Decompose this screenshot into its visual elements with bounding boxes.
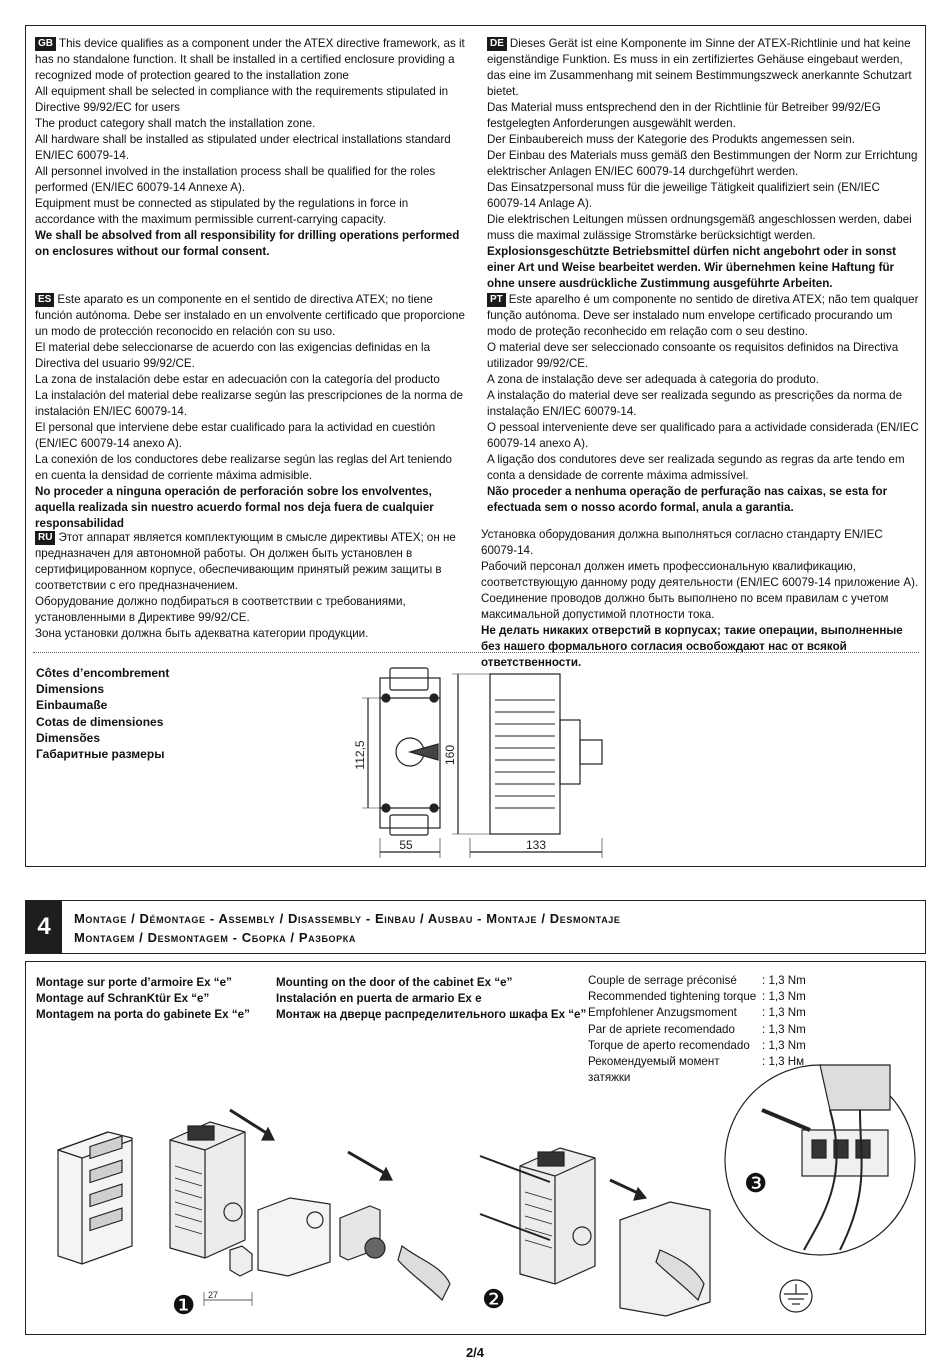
torque-value: : 1,3 Nm: [762, 1038, 806, 1052]
torque-row: [588, 1022, 806, 1038]
dim-depth-side: 133: [525, 838, 547, 852]
dimensions-label: Côtes d’encombrement: [36, 666, 170, 680]
dimension-drawing: [340, 660, 610, 860]
front-view-top-cap: [390, 668, 428, 690]
mounting-line: Mounting on the door of the cabinet Ex “e”: [276, 976, 513, 989]
torque-label: Recommended tightening torque: [588, 990, 757, 1004]
section-header: [25, 900, 926, 954]
torque-value: : 1,3 Nm: [762, 990, 806, 1004]
gb-block: [35, 36, 467, 260]
ru-cont-block: [481, 527, 921, 671]
es-line: La instalación del material debe realizarse según las prescripciones de la norma de instalación EN/IEC 60079-14.: [35, 388, 463, 418]
switch-device-icon: [520, 1148, 595, 1284]
side-view-body: [490, 674, 560, 834]
es-line: El material debe seleccionarse de acuerdo con las exigencias definidas en la Directiva del usuario 99/92/CE.: [35, 340, 431, 370]
nut-icon: [365, 1238, 385, 1258]
dimensions-labels: [36, 665, 169, 762]
es-warning: No proceder a ninguna operación de perforación sobre los envolventes, aquella realizada sin nuestro acuerdo formal nos deja fuera de cualquier responsabilidad: [35, 484, 434, 530]
torque-row: [588, 1005, 806, 1021]
ru-line: Соединение проводов должно быть выполнено по всем правилам с учетом максимальной допустимой плотности тока.: [481, 591, 889, 621]
de-line: Die elektrischen Leitungen müssen ordnungsgemäß angeschlossen werden, dabei muss die maximal zulässige Stromstärke berücksichtigt werden.: [487, 212, 912, 242]
ru-block: [35, 530, 467, 642]
ru-line: Установка оборудования должна выполняться согласно стандарту EN/IEC 60079-14.: [481, 528, 883, 557]
gb-line: All equipment shall be selected in compliance with the requirements stipulated in Directive 99/92/EC for users: [35, 84, 449, 114]
lang-badge-gb: GB: [35, 37, 56, 51]
ru-line: Оборудование должно подбираться в соответствии с требованиями, установленными в Директиве 99/92/CE.: [35, 594, 406, 624]
torque-value: : 1,3 Nm: [762, 1006, 806, 1020]
lang-badge-de: DE: [487, 37, 507, 51]
handle-icon: [398, 1246, 450, 1300]
ground-icon: [780, 1280, 812, 1312]
mounting-line: Instalación en puerta de armario Ex e: [276, 991, 482, 1005]
torque-label: Torque de aperto recomendado: [588, 1038, 750, 1052]
pt-block: [487, 292, 919, 516]
es-line: La zona de instalación debe estar en adecuación con la categoría del producto: [35, 372, 440, 386]
mounting-line: Монтаж на дверце распределительного шкафа Ex “e”: [276, 1007, 587, 1021]
dimensions-label: Габаритные размеры: [36, 747, 165, 762]
es-line: La conexión de los conductores debe realizarse según las reglas del Art teniendo en cuenta la densidad de corriente máxima admisible.: [35, 452, 453, 482]
de-block: [487, 36, 919, 292]
pt-line: Este aparelho é um componente no sentido de diretiva ATEX; não tem qualquer função autónoma. Deve ser instalado num envelope certificado procurando um modo de proteção reconhecido em relação com o seu destino.: [487, 293, 919, 338]
switch-device-icon: [170, 1122, 245, 1258]
torque-label: Couple de serrage préconisé: [588, 974, 737, 987]
torque-row: [588, 989, 806, 1005]
front-view-bottom-cap: [390, 815, 428, 835]
lang-badge-pt: PT: [487, 293, 506, 307]
step-marker-2: ❷: [482, 1285, 506, 1315]
mounting-line: Montage auf SchranKtür Ex “e”: [36, 991, 210, 1005]
gb-warning: We shall be absolved from all responsibility for drilling operations performed on enclosures without our formal consent.: [35, 228, 460, 258]
ru-warning: Не делать никаких отверстий в корпусах; такие операции, выполненные без нашего формального согласия освобождают нас от всякой ответственности.: [481, 623, 903, 669]
torque-value: : 1,3 Nm: [762, 1022, 806, 1036]
de-line: Das Material muss entsprechend den in der Richtlinie für Betreiber 99/92/EG festgelegten Anforderungen ausgewählt werden.: [487, 100, 881, 130]
de-warning: Explosionsgeschützte Betriebsmittel dürfen nicht angebohrt oder in sonst einer Art und Weise bearbeitet werden. Wir übernehmen keine Haftung für ohne unsere ausdrückliche Zustimmung ausgeführte Arbeiten.: [487, 244, 897, 290]
page-number: 2/4: [465, 1345, 485, 1360]
pt-line: A ligação dos condutores deve ser realizada segundo as regras da arte tendo em conta a densidade de corrente máxima admissível.: [487, 452, 905, 482]
mounting-bracket-icon: [258, 1198, 330, 1276]
dim-height-total: 160: [443, 744, 457, 766]
gb-line: All personnel involved in the installation process shall be qualified for the roles performed (EN/IEC 60079-14 Annexe A).: [35, 164, 436, 194]
dim-width-front: 55: [399, 838, 413, 852]
es-line: Este aparato es un componente en el sentido de directiva ATEX; no tiene función autónoma. Debe ser instalado en un envolvente certificado que proporcione un modo de protección reconocido en relación con su uso.: [35, 293, 465, 338]
screwdriver-icon: [762, 1110, 810, 1130]
mounting-col-1: [36, 975, 250, 1022]
dimensions-label: Einbaumaße: [36, 698, 108, 713]
pt-line: O material deve ser seleccionado consoante os requisitos definidos na Directiva utilizador 99/92/CE.: [487, 340, 899, 370]
gb-line: All hardware shall be installed as stipulated under electrical installations standard EN/IEC 60079-14.: [35, 132, 451, 162]
gb-line: The product category shall match the installation zone.: [35, 116, 316, 130]
torque-label: Empfohlener Anzugsmoment: [588, 1006, 737, 1020]
es-line: El personal que interviene debe estar cualificado para la actividad en cuestión (EN/IEC 60079-14 anexo A).: [35, 420, 436, 450]
lang-badge-ru: RU: [35, 531, 55, 545]
de-line: Dieses Gerät ist eine Komponente im Sinne der ATEX-Richtlinie und hat keine eigenständige Funktion. Es muss in ein zertifiziertes Gehäuse eingebaut werden, das eine im Zusammenhang mit seinem Bestimmungszweck anerkannte Schutzart bietet.: [487, 37, 912, 98]
section-title-line: Montage / Démontage - Assembly / Disassembly - Einbau / Ausbau - Montaje / Desmontaje: [74, 911, 621, 926]
dimensions-label: Dimensions: [36, 682, 105, 697]
dotted-divider: [33, 652, 919, 653]
step-marker-1: ❶: [172, 1291, 196, 1321]
torque-row: [588, 973, 806, 989]
torque-label: Par de apriete recomendado: [588, 1022, 735, 1036]
mounting-line: Montagem na porta do gabinete Ex “e”: [36, 1007, 250, 1021]
pt-warning: Não proceder a nenhuma operação de perfuração nas caixas, se esta for efectuada sem o nosso acordo formal, anula a garantia.: [487, 484, 888, 514]
ru-line: Рабочий персонал должен иметь профессиональную квалификацию, соответствующую данному роду деятельности (EN/IEC 60079-14 приложение A).: [481, 559, 919, 589]
hex-wrench-icon: [230, 1246, 252, 1276]
pt-line: O pessoal interveniente deve ser qualificado para a actividade considerada (EN/IEC 60079-14 anexo A).: [487, 420, 919, 450]
assembly-illustration: [30, 1070, 920, 1332]
section-title: [74, 909, 621, 947]
pt-line: A instalação do material deve ser realizada segundo as prescrições da norma de instalação EN/IEC 60079-14.: [487, 388, 903, 418]
es-block: [35, 292, 467, 532]
dimensions-label: Dimensões: [36, 730, 101, 745]
torque-label: Рекомендуемый момент затяжки: [588, 1055, 720, 1085]
dimensions-label: Cotas de dimensiones: [36, 714, 164, 729]
section-title-line: Montagem / Desmontagem - Сборка / Разборка: [74, 930, 356, 945]
gb-line: Equipment must be connected as stipulated by the regulations in force in accordance with the maximum permissible current-carrying capacity.: [35, 196, 409, 226]
torque-value: : 1,3 Nm: [762, 974, 806, 987]
ru-line: Этот аппарат является комплектующим в смысле директивы ATEX; он не предназначен для автономной работы. Он должен быть установлен в сертифицированном корпусе, обеспечивающим принятый режим защиты в соответствии с его предназначением.: [35, 531, 456, 592]
pt-line: A zona de instalação deve ser adequada à categoria do produto.: [487, 372, 819, 386]
torque-value: : 1,3 Нм: [762, 1055, 805, 1069]
step-marker-3: ❸: [744, 1169, 768, 1199]
ru-line: Зона установки должна быть адекватна категории продукции.: [35, 626, 369, 640]
mounting-line: Montage sur porte d’armoire Ex “e”: [36, 976, 232, 989]
cabinet-icon: [58, 1132, 132, 1264]
gb-line: This device qualifies as a component under the ATEX directive framework, as it has no standalone function. It shall be installed in a certified enclosure providing a recognized mode of protection geared to the installation zone: [35, 37, 465, 82]
section-number: 4: [26, 901, 62, 953]
mounting-col-2: [276, 975, 586, 1022]
lang-badge-es: ES: [35, 293, 54, 307]
de-line: Der Einbau des Materials muss gemäß den Bestimmungen der Norm zur Errichtung elektrischer Anlagen EN/IEC 60079-14 durchgeführt werden.: [487, 148, 918, 178]
de-line: Der Einbaubereich muss der Kategorie des Produkts angemessen sein.: [487, 132, 855, 146]
dim-27: 27: [208, 1290, 219, 1300]
torque-row: [588, 1038, 806, 1054]
dim-height-inner: 112,5: [353, 740, 367, 770]
de-line: Das Einsatzpersonal muss für die jeweilige Tätigkeit qualifiziert sein (EN/IEC 60079-14 Anlage A).: [487, 180, 880, 210]
